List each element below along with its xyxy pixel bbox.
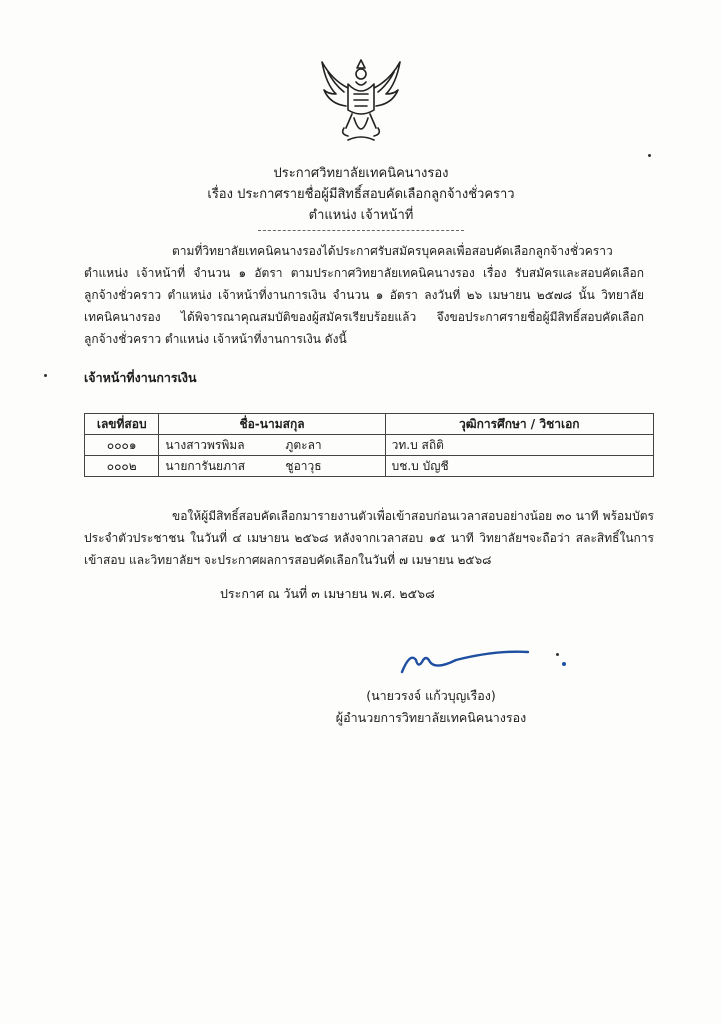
exam-number-cell: ๐๐๐๒	[85, 456, 159, 477]
education-cell: บช.บ บัญชี	[385, 456, 653, 477]
name-cell	[159, 435, 385, 456]
header-divider	[258, 230, 464, 231]
announcement-position: ตำแหน่ง เจ้าหน้าที่	[308, 208, 414, 223]
name-cell	[159, 456, 385, 477]
scan-speck	[648, 154, 651, 157]
table-row	[85, 456, 654, 477]
section-title: เจ้าหน้าที่งานการเงิน	[84, 370, 197, 385]
last-name: ชูอาวุธ	[285, 458, 322, 473]
education-cell: วท.บ สถิติ	[385, 435, 653, 456]
exam-number-cell: ๐๐๐๑	[85, 435, 159, 456]
table-row	[85, 435, 654, 456]
signatory-position: ผู้อำนวยการวิทยาลัยเทคนิคนางรอง	[335, 710, 527, 725]
header-education: วุฒิการศึกษา / วิชาเอก	[385, 414, 653, 435]
announcement-title: ประกาศวิทยาลัยเทคนิคนางรอง	[273, 166, 449, 181]
signatory-name: (นายวรงจ์ แก้วบุญเรือง)	[366, 688, 496, 703]
announcement-subject: เรื่อง ประกาศรายชื่อผู้มีสิทธิ์สอบคัดเลือกลูกจ้างชั่วคราว	[207, 187, 515, 202]
table-header-row	[85, 414, 654, 435]
first-name: นางสาวพรพิมล	[165, 437, 245, 452]
last-name: ภูตะลา	[285, 437, 322, 452]
intro-paragraph: ตามที่วิทยาลัยเทคนิคนางรองได้ประกาศรับสมัครบุคคลเพื่อสอบคัดเลือกลูกจ้างชั่วคราว ตำแหน่ง เจ้าหน้าที่ จำนวน ๑ อัตรา ตามประกาศวิทยาลัยเทคนิคนางรอง เรื่อง รับสมัครและสอบคัดเลือก ลูกจ้างชั่วคราว ตำแหน่ง เจ้าหน้าที่งานการเงิน จำนวน ๑ อัตรา ลงวันที่ ๒๖ เมษายน ๒๕๗๘ นั้น วิทยาลัยเทคนิคนางรอง ได้พิจารณาคุณสมบัติของผู้สมัครเรียบร้อยแล้ว จึงขอประกาศรายชื่อผู้มีสิทธิ์สอบคัดเลือก ลูกจ้างชั่วคราว ตำแหน่ง เจ้าหน้าที่งานการเงิน ดังนี้	[84, 244, 644, 346]
signature-icon	[396, 642, 576, 682]
instruction-paragraph: ขอให้ผู้มีสิทธิ์สอบคัดเลือกมารายงานตัวเพื่อเข้าสอบก่อนเวลาสอบอย่างน้อย ๓๐ นาที พร้อมบัตรประจำตัวประชาชน ในวันที่ ๔ เมษายน ๒๕๖๘ หลังจากเวลาสอบ ๑๕ นาที วิทยาลัยฯจะถือว่า สละสิทธิ์ในการเข้าสอบ และวิทยาลัยฯ จะประกาศผลการสอบคัดเลือกในวันที่ ๗ เมษายน ๒๕๖๘	[84, 509, 654, 567]
header-exam-number: เลขที่สอบ	[85, 414, 159, 435]
scan-speck	[44, 374, 47, 377]
candidate-table	[84, 413, 654, 477]
scan-speck	[556, 653, 559, 656]
first-name: นายการันยภาส	[165, 458, 246, 473]
announcement-date: ประกาศ ณ วันที่ ๓ เมษายน พ.ศ. ๒๕๖๘	[220, 586, 435, 601]
garuda-emblem-icon	[318, 54, 404, 146]
header-full-name: ชื่อ-นามสกุล	[159, 414, 385, 435]
